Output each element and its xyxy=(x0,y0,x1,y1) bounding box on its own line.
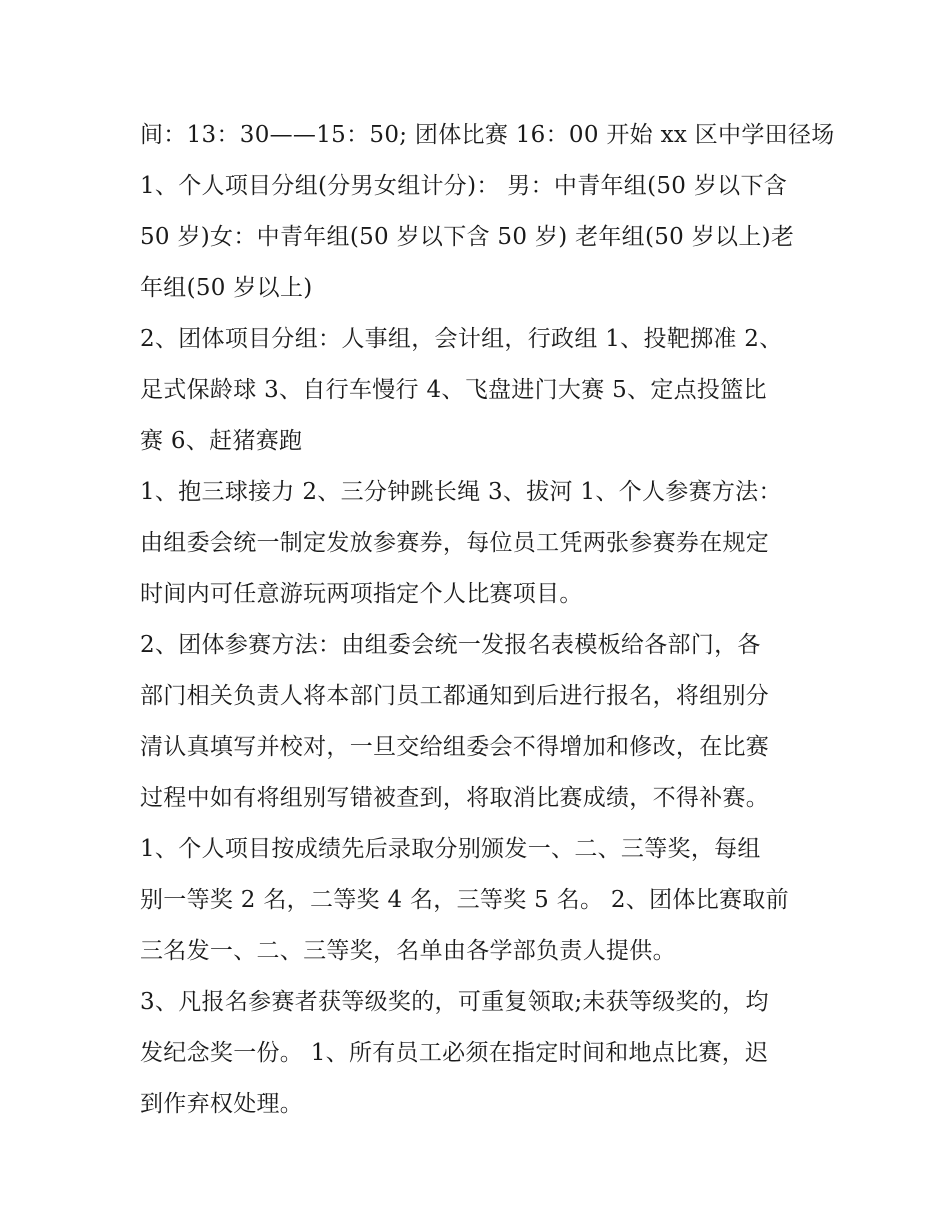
document-body xyxy=(140,110,835,1130)
text-line: 1、个人项目按成绩先后录取分别颁发一、二、三等奖，每组 xyxy=(140,836,761,862)
text-line: 间：13：30——15：50; 团体比赛 16：00 开始 xx 区中学田径场 xyxy=(140,122,835,148)
text-line: 发纪念奖一份。 1、所有员工必须在指定时间和地点比赛，迟 xyxy=(140,1040,769,1066)
text-line: 时间内可任意游玩两项指定个人比赛项目。 xyxy=(140,581,583,607)
text-line: 足式保龄球 3、自行车慢行 4、飞盘进门大赛 5、定点投篮比 xyxy=(140,377,767,403)
text-line: 部门相关负责人将本部门员工都通知到后进行报名，将组别分 xyxy=(140,683,770,709)
text-line: 2、团体参赛方法：由组委会统一发报名表模板给各部门，各 xyxy=(140,632,761,658)
text-line: 2、团体项目分组：人事组，会计组，行政组 1、投靶掷准 2、 xyxy=(140,326,783,352)
text-line: 赛 6、赶猪赛跑 xyxy=(140,428,303,454)
text-line: 年组(50 岁以上) xyxy=(140,275,313,301)
text-line: 1、抱三球接力 2、三分钟跳长绳 3、拔河 1、个人参赛方法： xyxy=(140,479,782,505)
text-line: 清认真填写并校对，一旦交给组委会不得增加和修改，在比赛 xyxy=(140,734,770,760)
text-line: 1、个人项目分组(分男女组计分)： 男：中青年组(50 岁以下含 xyxy=(140,173,788,199)
text-line: 别一等奖 2 名，二等奖 4 名，三等奖 5 名。 2、团体比赛取前 xyxy=(140,887,789,913)
text-line: 三名发一、二、三等奖，名单由各学部负责人提供。 xyxy=(140,938,676,964)
text-line: 到作弃权处理。 xyxy=(140,1091,304,1117)
text-line: 过程中如有将组别写错被查到，将取消比赛成绩，不得补赛。 xyxy=(140,785,770,811)
text-line: 50 岁)女：中青年组(50 岁以下含 50 岁) 老年组(50 岁以上)老 xyxy=(140,224,795,250)
text-line: 由组委会统一制定发放参赛券，每位员工凭两张参赛券在规定 xyxy=(140,530,770,556)
text-line: 3、凡报名参赛者获等级奖的，可重复领取;未获等级奖的，均 xyxy=(140,989,769,1015)
